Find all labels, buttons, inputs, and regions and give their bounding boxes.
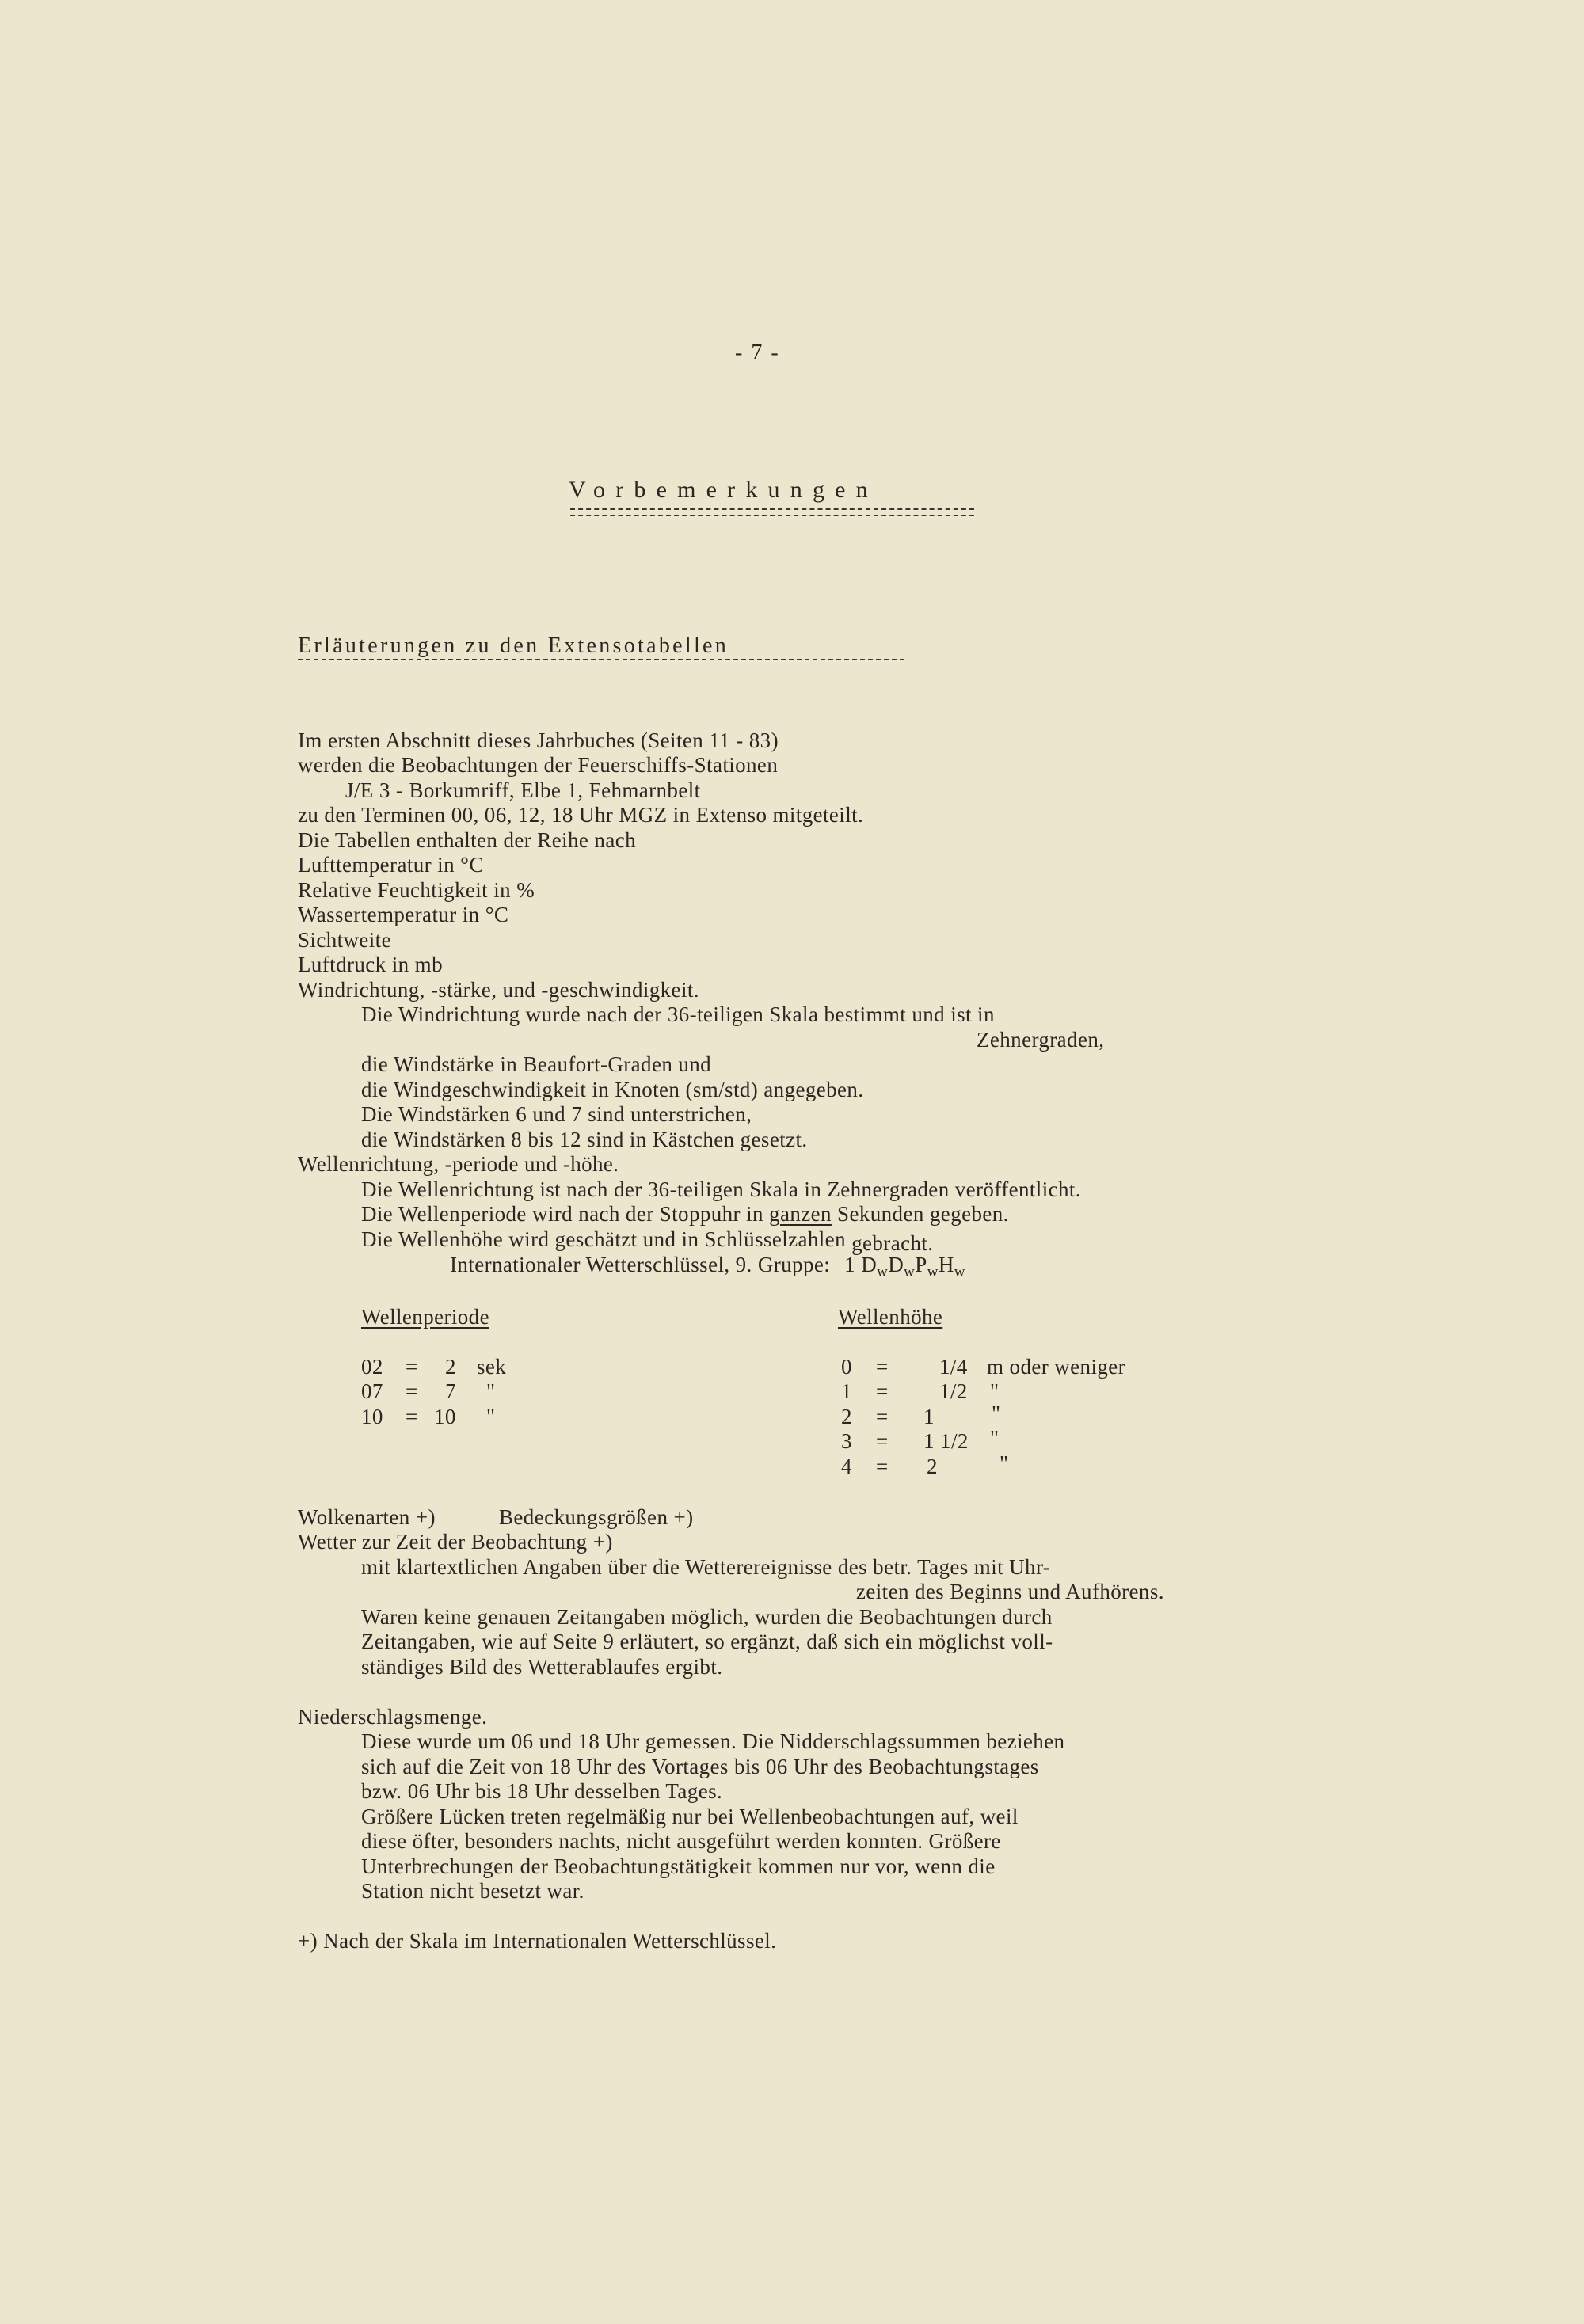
wind-line-4: Die Windstärken 6 und 7 sind unterstrichen, bbox=[361, 1102, 752, 1126]
clouds-line-2: Wetter zur Zeit der Beobachtung +) bbox=[298, 1530, 613, 1554]
wave-line-3-a: Die Wellenhöhe wird geschätzt und in Schlüsselzahlen bbox=[361, 1227, 852, 1251]
wind-line-2: die Windstärke in Beaufort-Graden und bbox=[361, 1052, 712, 1076]
page-title: Vorbemerkungen bbox=[569, 477, 878, 503]
clouds-line-6: ständiges Bild des Wetterablaufes ergibt. bbox=[361, 1655, 723, 1679]
period-row-eq: = bbox=[406, 1379, 418, 1403]
wind-line-3: die Windgeschwindigkeit in Knoten (sm/std) angegeben. bbox=[361, 1078, 864, 1101]
intro-line-4: zu den Terminen 00, 06, 12, 18 Uhr MGZ in Extenso mitgeteilt. bbox=[298, 803, 864, 827]
clouds-line-3b: zeiten des Beginns und Aufhörens. bbox=[856, 1580, 1164, 1603]
precip-line-6: Unterbrechungen der Beobachtungstätigkeit kommen nur vor, wenn die bbox=[361, 1854, 996, 1878]
clouds-line-5: Zeitangaben, wie auf Seite 9 erläutert, so ergänzt, daß sich ein möglichst voll- bbox=[361, 1630, 1053, 1653]
period-table-header: Wellenperiode bbox=[361, 1305, 489, 1329]
period-row-code: 10 bbox=[361, 1405, 383, 1428]
wave-line-2-underlined: ganzen bbox=[769, 1202, 832, 1226]
intro-line-8: Wassertemperatur in °C bbox=[298, 903, 509, 926]
wave-line-2 bbox=[361, 1202, 1009, 1227]
height-row-eq: = bbox=[876, 1405, 889, 1428]
period-row-code: 07 bbox=[361, 1379, 383, 1403]
section-heading-underline bbox=[298, 659, 904, 660]
clouds-line-1a: Wolkenarten +) bbox=[298, 1505, 436, 1529]
height-row-unit: m oder weniger bbox=[987, 1355, 1126, 1379]
precip-line-1: Diese wurde um 06 und 18 Uhr gemessen. Die Nidderschlagssummen beziehen bbox=[361, 1729, 1065, 1753]
wind-line-5: die Windstärken 8 bis 12 sind in Kästchen gesetzt. bbox=[361, 1128, 808, 1151]
height-row-value: 1 bbox=[923, 1405, 935, 1428]
footnote: +) Nach der Skala im Internationalen Wetterschlüssel. bbox=[298, 1929, 777, 1953]
intro-line-6: Lufttemperatur in °C bbox=[298, 853, 484, 877]
precip-line-3: bzw. 06 Uhr bis 18 Uhr desselben Tages. bbox=[361, 1779, 723, 1803]
wave-line-3-b: gebracht. bbox=[851, 1231, 934, 1255]
period-row-value: 7 bbox=[445, 1379, 456, 1403]
clouds-line-1b: Bedeckungsgrößen +) bbox=[499, 1505, 694, 1529]
section-heading: Erläuterungen zu den Extensotabellen bbox=[298, 633, 729, 658]
intro-line-3: J/E 3 - Borkumriff, Elbe 1, Fehmarnbelt bbox=[345, 778, 701, 802]
code-p: P bbox=[915, 1253, 927, 1276]
height-row-code: 0 bbox=[841, 1355, 852, 1379]
intro-line-5: Die Tabellen enthalten der Reihe nach bbox=[298, 828, 636, 852]
code-d: D bbox=[861, 1253, 878, 1276]
intro-line-10: Luftdruck in mb bbox=[298, 953, 443, 976]
wave-line-1: Die Wellenrichtung ist nach der 36-teiligen Skala in Zehnergraden veröffentlicht. bbox=[361, 1177, 1081, 1201]
period-row-value: 2 bbox=[445, 1355, 456, 1379]
height-row-eq: = bbox=[876, 1379, 889, 1403]
height-row-value: 1 1/2 bbox=[923, 1429, 969, 1453]
wave-heading: Wellenrichtung, -periode und -höhe. bbox=[298, 1152, 619, 1176]
code-digit: 1 bbox=[844, 1253, 856, 1276]
intro-line-7: Relative Feuchtigkeit in % bbox=[298, 878, 535, 902]
wave-code-group bbox=[844, 1253, 965, 1280]
period-row-value: 10 bbox=[434, 1405, 456, 1428]
height-row-unit: " bbox=[992, 1402, 1001, 1425]
code-d: D bbox=[888, 1253, 904, 1276]
height-row-unit: " bbox=[990, 1379, 1000, 1403]
clouds-line-3: mit klartextlichen Angaben über die Wetterereignisse des betr. Tages mit Uhr- bbox=[361, 1555, 1051, 1579]
intro-line-9: Sichtweite bbox=[298, 928, 391, 952]
period-row-unit: sek bbox=[477, 1355, 507, 1379]
clouds-line-4: Waren keine genauen Zeitangaben möglich, wurden die Beobachtungen durch bbox=[361, 1605, 1053, 1629]
wind-line-1b: Zehnergraden, bbox=[977, 1028, 1105, 1052]
height-row-unit: " bbox=[1000, 1451, 1009, 1475]
height-row-unit: " bbox=[990, 1426, 1000, 1450]
code-sub-w: w bbox=[954, 1264, 965, 1280]
height-row-code: 1 bbox=[841, 1379, 852, 1403]
period-row-code: 02 bbox=[361, 1355, 383, 1379]
period-row-unit: " bbox=[486, 1405, 496, 1428]
wind-line-1: Die Windrichtung wurde nach der 36-teiligen Skala bestimmt und ist in bbox=[361, 1002, 995, 1026]
height-table-header: Wellenhöhe bbox=[838, 1305, 943, 1329]
height-row-code: 2 bbox=[841, 1405, 852, 1428]
height-row-value: 1/4 bbox=[939, 1355, 968, 1379]
height-row-value: 2 bbox=[927, 1455, 938, 1478]
page-number: - 7 - bbox=[735, 340, 780, 365]
precip-line-4: Größere Lücken treten regelmäßig nur bei Wellenbeobachtungen auf, weil bbox=[361, 1805, 1019, 1828]
wave-line-2-a: Die Wellenperiode wird nach der Stoppuhr in bbox=[361, 1202, 770, 1226]
height-row-code: 4 bbox=[841, 1455, 852, 1478]
code-sub-w: w bbox=[904, 1264, 916, 1280]
precip-line-5: diese öfter, besonders nachts, nicht ausgeführt werden konnten. Größere bbox=[361, 1829, 1001, 1853]
intro-line-2: werden die Beobachtungen der Feuerschiffs-Stationen bbox=[298, 753, 779, 777]
code-sub-w: w bbox=[927, 1264, 939, 1280]
wave-code-label: Internationaler Wetterschlüssel, 9. Gruppe: bbox=[450, 1253, 831, 1276]
intro-line-11: Windrichtung, -stärke, und -geschwindigkeit. bbox=[298, 978, 699, 1002]
wave-code-line bbox=[450, 1253, 965, 1284]
title-double-underline bbox=[570, 508, 974, 516]
wave-line-3 bbox=[361, 1227, 934, 1255]
period-row-eq: = bbox=[406, 1355, 418, 1379]
height-row-eq: = bbox=[876, 1429, 889, 1453]
height-row-code: 3 bbox=[841, 1429, 852, 1453]
period-row-eq: = bbox=[406, 1405, 418, 1428]
precip-heading: Niederschlagsmenge. bbox=[298, 1705, 488, 1729]
period-row-unit: " bbox=[486, 1379, 496, 1403]
precip-line-7: Station nicht besetzt war. bbox=[361, 1879, 584, 1903]
intro-line-1: Im ersten Abschnitt dieses Jahrbuches (Seiten 11 - 83) bbox=[298, 728, 779, 752]
code-sub-w: w bbox=[877, 1264, 889, 1280]
height-row-eq: = bbox=[876, 1355, 889, 1379]
wave-line-2-b: Sekunden gegeben. bbox=[831, 1202, 1009, 1226]
code-h: H bbox=[938, 1253, 954, 1276]
precip-line-2: sich auf die Zeit von 18 Uhr des Vortages bis 06 Uhr des Beobachtungstages bbox=[361, 1755, 1039, 1778]
height-row-value: 1/2 bbox=[939, 1379, 968, 1403]
height-row-eq: = bbox=[876, 1455, 889, 1478]
